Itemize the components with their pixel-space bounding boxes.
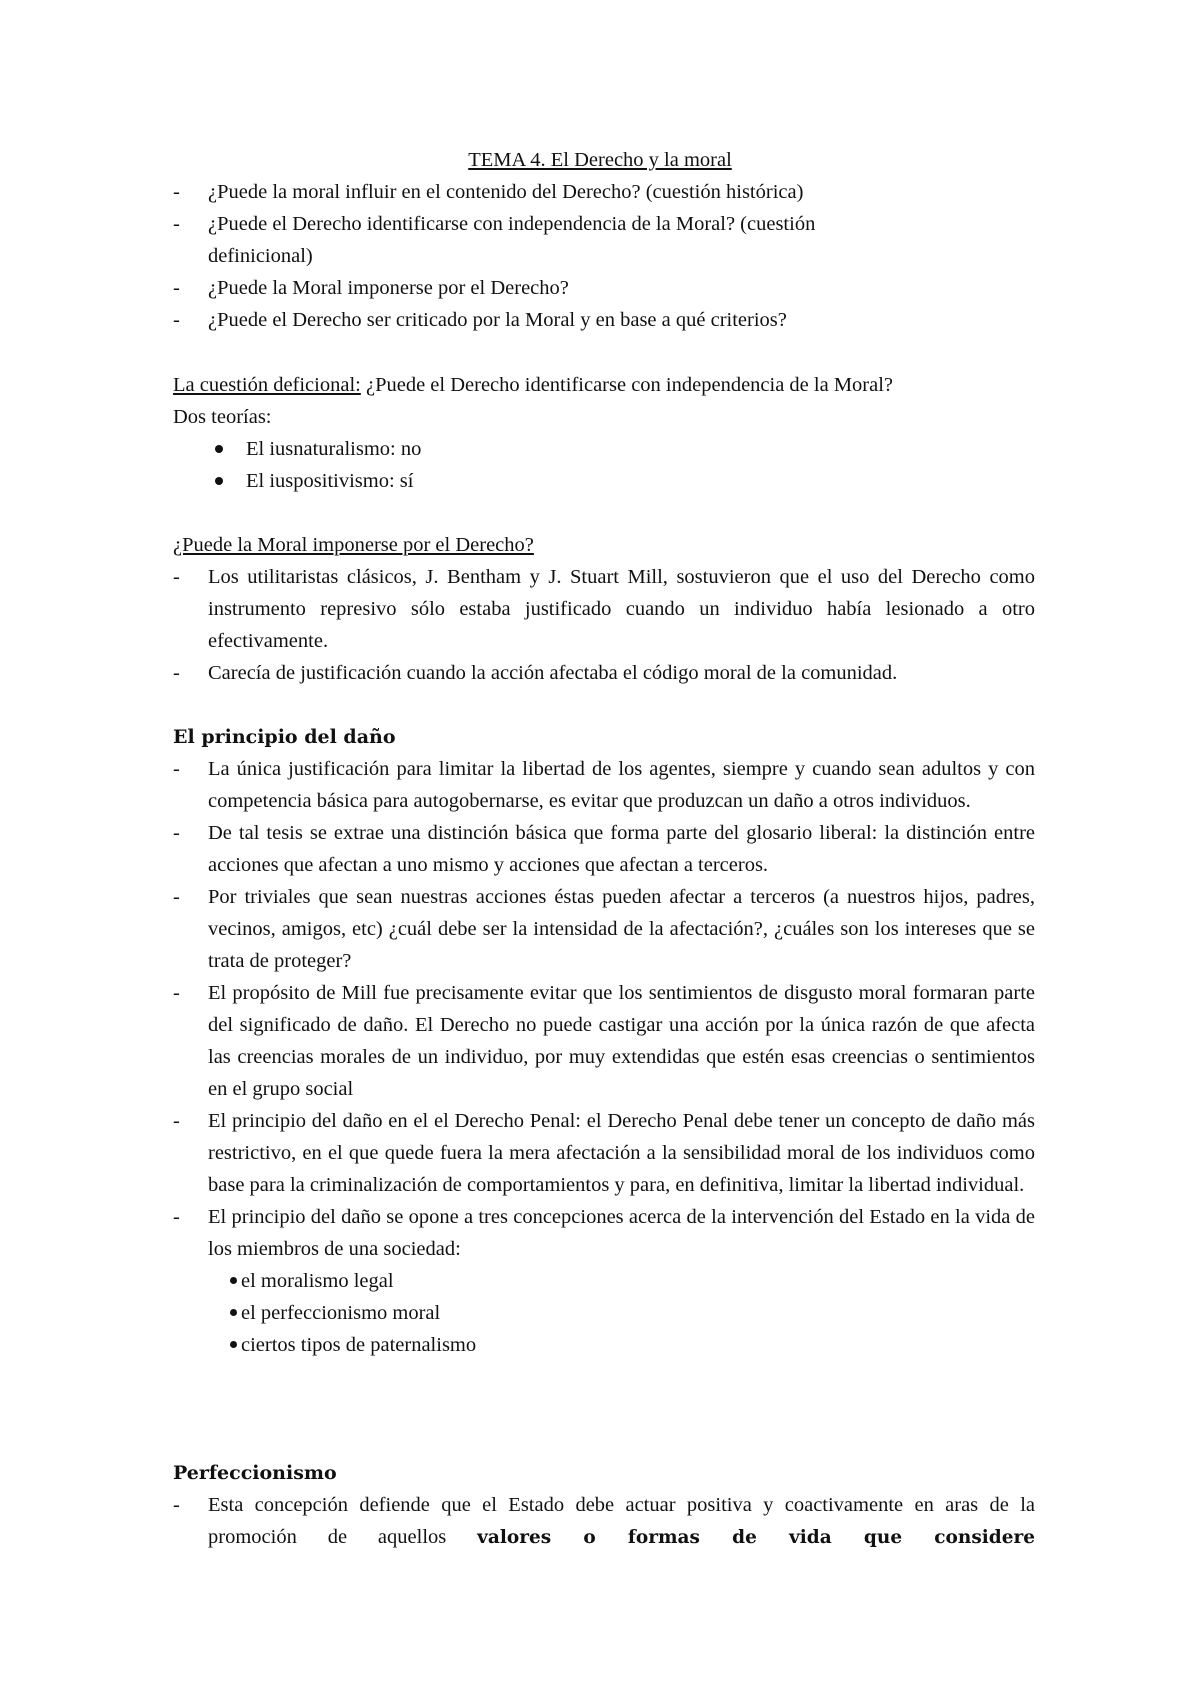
list-item: - El propósito de Mill fue precisamente evitar que los sentimientos de disgusto moral formaran parte del significado de daño. El Derecho no puede castigar una acción por la única razón de que afecta las creencias morales de un individuo, por muy extendidas que estén esas creencias o sentimientos en el grupo social: [173, 977, 1035, 1105]
section-heading: El principio del daño: [173, 726, 396, 748]
list-item: - Los utilitaristas clásicos, J. Bentham y J. Stuart Mill, sostuvieron que el uso del Derecho como instrumento represivo sólo estaba justificado cuando un individuo había lesionado a otro efectivamente.: [173, 561, 1035, 657]
list-item: - El principio del daño se opone a tres concepciones acerca de la intervención del Estado en la vida de los miembros de una sociedad:: [173, 1201, 1035, 1265]
list-item: - ¿Puede el Derecho ser criticado por la Moral y en base a qué criterios?: [173, 304, 1035, 336]
list-item: - Carecía de justificación cuando la acción afectaba el código moral de la comunidad.: [173, 657, 1035, 689]
list-item: el moralismo legal: [230, 1265, 1035, 1297]
list-item: - De tal tesis se extrae una distinción básica que forma parte del glosario liberal: la distinción entre acciones que afectan a uno mismo y acciones que afectan a terceros.: [173, 817, 1035, 881]
section-principio: [173, 721, 1035, 1361]
section-definicional: [173, 369, 1035, 497]
list-item: - Por triviales que sean nuestras acciones éstas pueden afectar a terceros (a nuestros hijos, padres, vecinos, amigos, etc) ¿cuál debe ser la intensidad de la afectación?, ¿cuáles son los intereses que se trata de proteger?: [173, 881, 1035, 977]
list-item: - ¿Puede la moral influir en el contenido del Derecho? (cuestión histórica): [173, 176, 1035, 208]
list-item: El iuspositivismo: sí: [213, 465, 1035, 497]
list-item: - ¿Puede el Derecho identificarse con independencia de la Moral? (cuestión definicional): [173, 208, 1035, 272]
section-perfeccionismo: [173, 1457, 1035, 1554]
section-heading: ¿Puede la Moral imponerse por el Derecho?: [173, 534, 534, 556]
definicional-text: ¿Puede el Derecho identificarse con independencia de la Moral?: [360, 374, 894, 396]
perfeccionismo-text: Esta concepción defiende que el Estado debe actuar positiva y coactivamente en aras de la promoción de aquellos: [208, 1494, 1035, 1548]
list-item: el perfeccionismo moral: [230, 1297, 1035, 1329]
list-item: - ¿Puede la Moral imponerse por el Derecho?: [173, 272, 1035, 304]
theories-intro: Dos teorías:: [173, 406, 272, 428]
list-item: - El principio del daño en el el Derecho Penal: el Derecho Penal debe tener un concepto de daño más restrictivo, en el que quede fuera la mera afectación a la sensibilidad moral de los individuos como base para la criminalización de comportamientos y para, en definitiva, limitar la libertad individual.: [173, 1105, 1035, 1201]
list-item: El iusnaturalismo: no: [213, 433, 1035, 465]
perfeccionismo-bold-text: valores o formas de vida que considere: [477, 1527, 1036, 1548]
definicional-question: [173, 369, 1035, 401]
list-item: ciertos tipos de paternalismo: [230, 1329, 1035, 1361]
section-imponerse: [173, 529, 1035, 689]
list-item: [173, 1489, 1035, 1554]
definicional-label: La cuestión deficional:: [173, 374, 361, 396]
section-heading: Perfeccionismo: [173, 1462, 337, 1484]
intro-questions: [173, 176, 1035, 336]
list-item: - La única justificación para limitar la libertad de los agentes, siempre y cuando sean adultos y con competencia básica para autogobernarse, es evitar que produzcan un daño a otros individuos.: [173, 753, 1035, 817]
page-title: TEMA 4. El Derecho y la moral: [468, 149, 732, 171]
